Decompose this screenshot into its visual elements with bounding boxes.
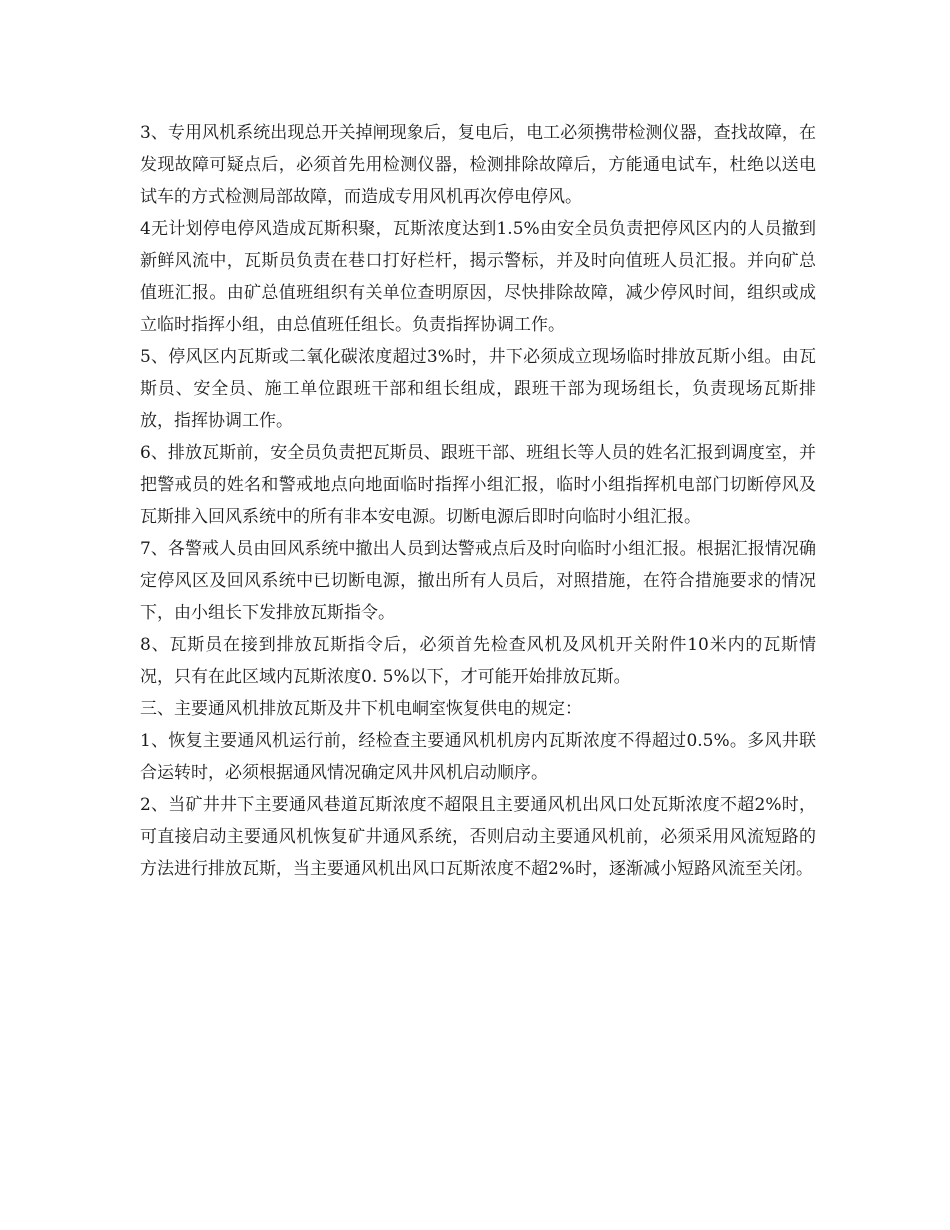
paragraph-1-main-fan-restart: 1、恢复主要通风机运行前，经检查主要通风机机房内瓦斯浓度不得超过0.5%。多风井联合运转时，必须根据通风情况确定风井风机启动顺序。 <box>140 731 816 783</box>
paragraph-7-guard-personnel: 7、各警戒人员由回风系统中撤出人员到达警戒点后及时向临时小组汇报。根据汇报情况确定停风区及回风系统中已切断电源，撤出所有人员后，对照措施，在符合措施要求的情况下，由小组长下发排放瓦斯指令。 <box>140 539 816 623</box>
paragraph-6-before-discharge: 6、排放瓦斯前，安全员负责把瓦斯员、跟班干部、班组长等人员的姓名汇报到调度室，并把警戒员的姓名和警戒地点向地面临时指挥小组汇报，临时小组指挥机电部门切断停风及瓦斯排入回风系统中的所有非本安电源。切断电源后即时向临时小组汇报。 <box>140 443 816 527</box>
paragraph-2-short-circuit-airflow: 2、当矿井井下主要通风巷道瓦斯浓度不超限且主要通风机出风口处瓦斯浓度不超2%时，可直接启动主要通风机恢复矿井通风系统，否则启动主要通风机前，必须采用风流短路的方法进行排放瓦斯，当主要通风机出风口瓦斯浓度不超2%时，逐渐减小短路风流至关闭。 <box>140 795 816 879</box>
paragraph-4-unplanned-outage: 4无计划停电停风造成瓦斯积聚，瓦斯浓度达到1.5%由安全员负责把停风区内的人员撤到新鲜风流中，瓦斯员负责在巷口打好栏杆，揭示警标，并及时向值班人员汇报。并向矿总值班汇报。由矿总值班组织有关单位查明原因，尽快排除故障，减少停风时间，组织或成立临时指挥小组，由总值班任组长。负责指挥协调工作。 <box>140 219 816 335</box>
section-heading-main-fan: 三、主要通风机排放瓦斯及井下机电峒室恢复供电的规定： <box>140 699 582 719</box>
paragraph-5-gas-discharge-team: 5、停风区内瓦斯或二氧化碳浓度超过3%时，井下必须成立现场临时排放瓦斯小组。由瓦斯员、安全员、施工单位跟班干部和组长组成，跟班干部为现场组长，负责现场瓦斯排放，指挥协调工作。 <box>140 347 816 431</box>
paragraph-3-fan-switch-trip: 3、专用风机系统出现总开关掉闸现象后，复电后，电工必须携带检测仪器，查找故障，在发现故障可疑点后，必须首先用检测仪器，检测排除故障后，方能通电试车，杜绝以送电试车的方式检测局部故障，而造成专用风机再次停电停风。 <box>140 123 816 207</box>
document-body <box>140 117 816 885</box>
paragraph-8-discharge-order: 8、瓦斯员在接到排放瓦斯指令后，必须首先检查风机及风机开关附件10米内的瓦斯情况，只有在此区域内瓦斯浓度0. 5%以下，才可能开始排放瓦斯。 <box>140 635 816 687</box>
